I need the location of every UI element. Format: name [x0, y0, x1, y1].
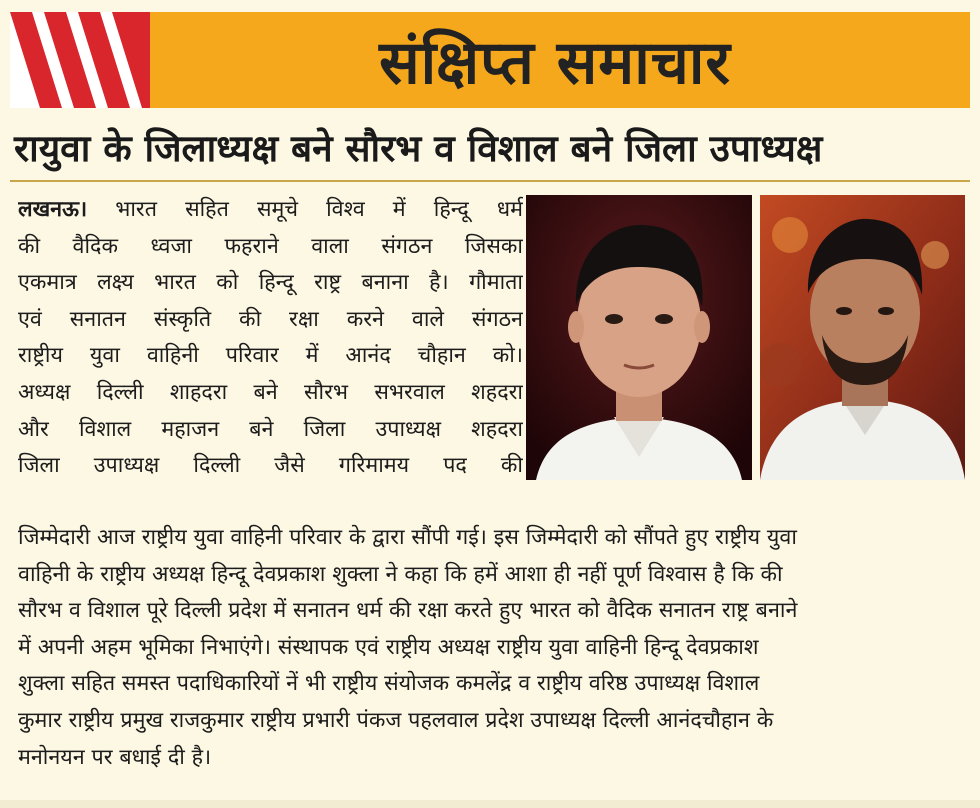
page-bottom-edge	[0, 800, 980, 808]
article-line: राष्ट्रीय युवा वाहिनी परिवार में आनंद चौहान को।	[18, 343, 523, 369]
article-line: एवं सनातन संस्कृति की रक्षा करने वाले संगठन	[18, 306, 523, 332]
article-line: में अपनी अहम भूमिका निभाएंगे। संस्थापक एवं राष्ट्रीय अध्यक्ष राष्ट्रीय युवा वाहिनी हिन्दू देवप्रकाश	[18, 634, 759, 660]
section-banner	[10, 12, 970, 108]
article-line: एकमात्र लक्ष्य भारत को हिन्दू राष्ट्र बनाना है। गौमाता	[18, 270, 523, 296]
article-line: मनोनयन पर बधाई दी है।	[18, 744, 212, 770]
portrait-photo-vishal	[760, 195, 965, 480]
portrait-photo-saurabh	[526, 195, 752, 480]
portrait-illustration	[526, 195, 752, 480]
banner-title: संक्षिप्त समाचार	[379, 28, 731, 98]
headline-divider	[10, 180, 970, 182]
article-line: जिला उपाध्यक्ष दिल्ली जैसे गरिमामय पद की	[18, 453, 523, 479]
article-line: कुमार राष्ट्रीय प्रमुख राजकुमार राष्ट्रीय प्रभारी पंकज पहलवाल प्रदेश उपाध्यक्ष दिल्ली आनंदचौहान के	[18, 707, 774, 733]
article-line: सौरभ व विशाल पूरे दिल्ली प्रदेश में सनातन धर्म की रक्षा करते हुए भारत को वैदिक सनातन राष्ट्र बनाने	[18, 598, 798, 624]
article-line: शुक्ला सहित समस्त पदाधिकारियों नें भी राष्ट्रीय संयोजक कमलेंद्र व राष्ट्रीय वरिष्ठ उपाध्यक्ष विशाल	[18, 671, 760, 697]
article-line: लखनऊ। भारत सहित समूचे विश्व में हिन्दू धर्म	[18, 197, 523, 222]
article-line: की वैदिक ध्वजा फहराने वाला संगठन जिसका	[18, 233, 523, 259]
article-line: वाहिनी के राष्ट्रीय अध्यक्ष हिन्दू देवप्रकाश शुक्ला ने कहा कि हमें आशा ही नहीं पूर्ण विश्वास है कि की	[18, 561, 783, 587]
article-line: जिम्मेदारी आज राष्ट्रीय युवा वाहिनी परिवार के द्वारा सौंपी गई। इस जिम्मेदारी को सौंपते हुए राष्ट्रीय युवा	[18, 525, 797, 550]
dateline: लखनऊ।	[18, 197, 88, 222]
article-line: अध्यक्ष दिल्ली शाहदरा बने सौरभ सभरवाल शहदरा	[18, 379, 523, 405]
article-body-narrow	[18, 192, 523, 485]
portrait-illustration	[760, 195, 965, 480]
article-headline: रायुवा के जिलाध्यक्ष बने सौरभ व विशाल बने जिला उपाध्यक्ष	[14, 126, 823, 170]
article-line: और विशाल महाजन बने जिला उपाध्यक्ष शहदरा	[18, 416, 523, 442]
article-body-wide	[18, 520, 966, 776]
banner-stripes-decoration	[10, 12, 150, 108]
